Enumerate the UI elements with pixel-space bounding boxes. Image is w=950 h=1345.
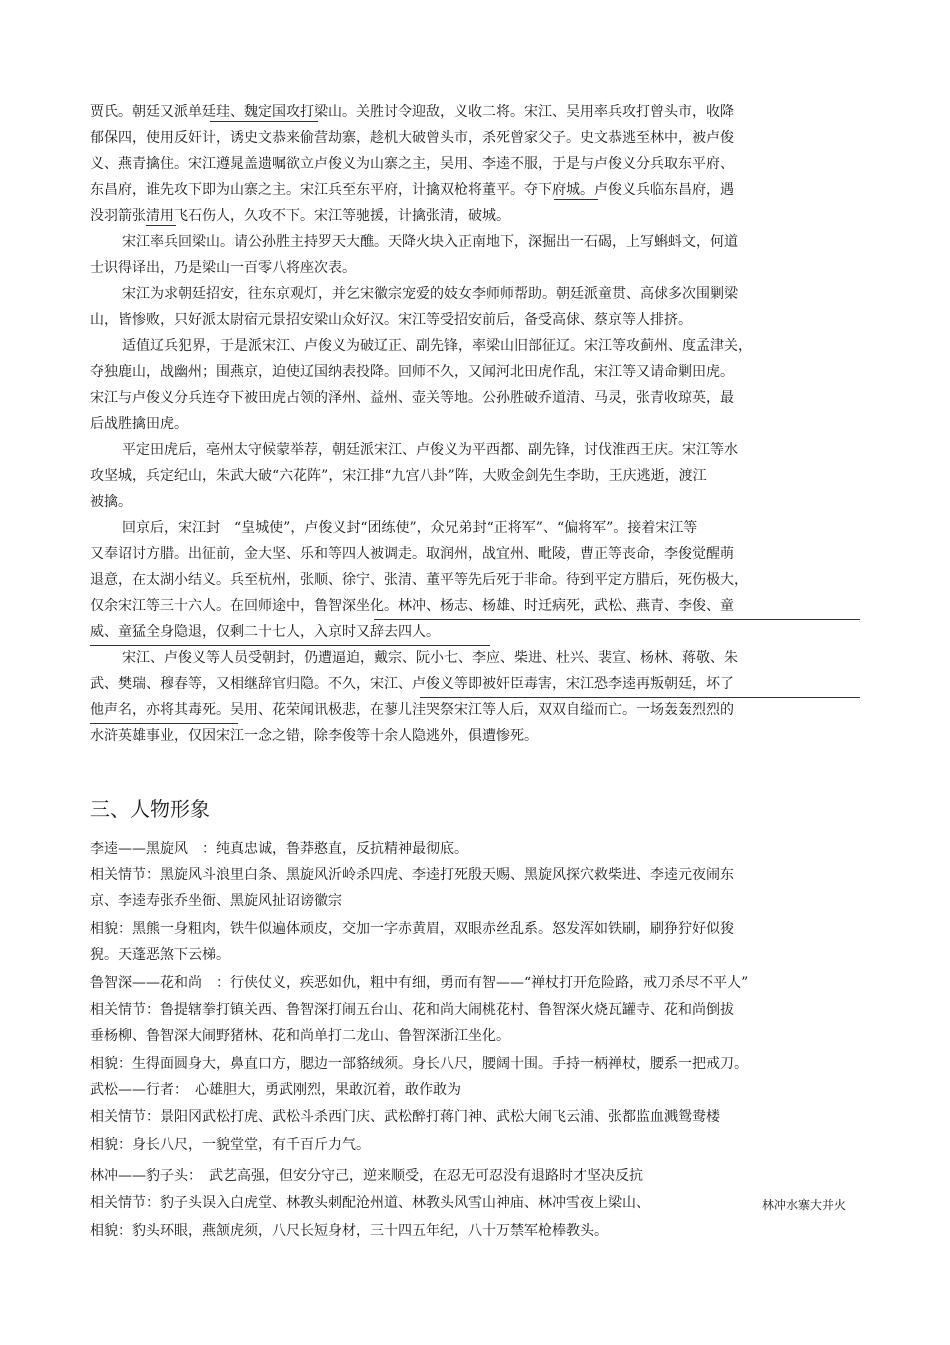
underline-mark [554, 199, 598, 200]
character-line: 相关情节：黑旋风斗浪里白条、黑旋风沂岭杀四虎、李逵打死殷天赐、黑旋风探穴救柴进、李逵元夜闹东 [90, 867, 734, 883]
character-line: 京、李逵寿张乔坐衙、黑旋风扯诏谤徽宗 [90, 893, 342, 909]
side-note: 林冲水寨大并火 [762, 1198, 847, 1212]
character-line: 相关情节：景阳冈武松打虎、武松斗杀西门庆、武松醉打蒋门神、武松大闹飞云浦、张都监血溅鸳鸯楼 [90, 1109, 720, 1125]
summary-line: 适值辽兵犯界，于是派宋江、卢俊义为破辽正、副先锋，率梁山旧部征辽。宋江等攻蓟州、度孟津关， [122, 338, 752, 354]
character-line: 相关情节：鲁提辖拳打镇关西、鲁智深打闹五台山、花和尚大闹桃花村、鲁智深火烧瓦罐寺、花和尚倒拔 [90, 1002, 734, 1018]
underline-mark [210, 121, 318, 122]
summary-line: 退意，在太湖小结义。兵至杭州，张顺、徐宁、张清、董平等先后死于非命。待到平定方腊后，死伤极大， [90, 572, 748, 588]
underline-mark [146, 225, 176, 226]
summary-line: 宋江率兵回梁山。请公孙胜主持罗天大醮。天降火块入正南地下，深掘出一石碣，上写蝌蚪文，何道 [122, 234, 738, 250]
summary-line: 武、樊瑞、穆春等，又相继辞官归隐。不久，宋江、卢俊义等即被奸臣毒害，宋江恐李逵再叛朝廷，坏了 [90, 676, 734, 692]
summary-line: 他声名，亦将其毒死。吴用、花荣闻讯极悲，在蓼儿洼哭祭宋江等人后，双双自缢而亡。一场轰轰烈烈的 [90, 702, 734, 718]
summary-line: 宋江为求朝廷招安，往东京观灯，并乞宋徽宗宠爱的妓女李师师帮助。朝廷派童贯、高俅多次围剿梁 [122, 286, 738, 302]
summary-line: 贾氏。朝廷又派单廷珪、魏定国攻打梁山。关胜讨令迎敌，义收二将。宋江、吴用率兵攻打曾头市，收降 [90, 104, 734, 120]
underline-mark [374, 619, 860, 620]
character-line: 相貌：生得面圆身大，鼻直口方，腮边一部貉绒须。身长八尺，腰阔十围。手持一柄禅杖，腰系一把戒刀。 [90, 1056, 748, 1072]
summary-line: 士识得译出，乃是梁山一百零八将座次表。 [90, 260, 356, 276]
character-line: 武松——行者： 心雄胆大，勇武刚烈，果敢沉着，敢作敢为 [90, 1082, 461, 1098]
underline-mark [90, 645, 490, 646]
character-line: 垂杨柳、鲁智深大闹野猪林、花和尚单打二龙山、鲁智深浙江坐化。 [90, 1028, 510, 1044]
summary-line: 宋江与卢俊义分兵连夺下被田虎占领的泽州、益州、壶关等地。公孙胜破乔道清、马灵，张青收琼英，最 [90, 390, 734, 406]
summary-line: 被擒。 [90, 494, 132, 510]
character-line: 鲁智深——花和尚 ：行侠仗义，疾恶如仇，粗中有细，勇而有智——“禅杖打开危险路，戒刀杀尽不平人” [90, 975, 749, 991]
character-line: 相貌：豹头环眼，燕颔虎须，八尺长短身材，三十四五年纪，八十万禁军枪棒教头。 [90, 1223, 608, 1239]
character-line: 相貌：黑熊一身粗肉，铁牛似遍体顽皮，交加一字赤黄眉，双眼赤丝乱系。怒发浑如铁刷，刷狰狞好似狻 [90, 921, 734, 937]
character-line: 相关情节：豹子头误入白虎堂、林教头刺配沧州道、林教头风雪山神庙、林冲雪夜上梁山、 [90, 1195, 650, 1211]
summary-line: 水浒英雄事业，仅因宋江一念之错，除李俊等十余人隐逃外，俱遭惨死。 [90, 728, 538, 744]
character-line: 猊。天蓬恶煞下云梯。 [90, 947, 230, 963]
summary-line: 山，皆惨败，只好派太尉宿元景招安梁山众好汉。宋江等受招安前后，备受高俅、蔡京等人排挤。 [90, 312, 692, 328]
summary-line: 没羽箭张清用飞石伤人，久攻不下。宋江等驰援，计擒张清，破城。 [90, 208, 510, 224]
summary-line: 义、燕青擒住。宋江遵晁盖遗嘱欲立卢俊义为山寨之主，吴用、李逵不服，于是与卢俊义分兵取东平府、 [90, 156, 734, 172]
summary-line: 攻坚城，兵定纪山，朱武大破“六花阵”，宋江排“九宫八卦”阵，大败金剑先生李助，王庆逃逝，渡江 [90, 468, 707, 484]
character-line: 李逵——黑旋风 ：纯真忠诚，鲁莽憨直，反抗精神最彻底。 [90, 841, 468, 857]
underline-mark [420, 697, 860, 698]
summary-line: 平定田虎后，亳州太守候蒙举荐，朝廷派宋江、卢俊义为平西都、副先锋，讨伐淮西王庆。宋江等水 [122, 442, 738, 458]
summary-line: 东昌府，谁先攻下即为山寨之主。宋江兵至东平府，计擒双枪将董平。夺下府城。卢俊义兵临东昌府，遇 [90, 182, 734, 198]
summary-line: 又奉诏讨方腊。出征前，金大坚、乐和等四人被调走。取润州，战宜州、毗陵，曹正等丧命，李俊觉醒萌 [90, 546, 734, 562]
summary-line: 后战胜擒田虎。 [90, 416, 188, 432]
character-line: 相貌：身长八尺，一貌堂堂，有千百斤力气。 [90, 1137, 370, 1153]
summary-line: 郁保四，使用反奸计，诱史文恭来偷营劫寨，趁机大破曾头市，杀死曾家父子。史文恭逃至林中，被卢俊 [90, 130, 734, 146]
summary-line: 回京后，宋江封 “皇城使”，卢俊义封“团练使”，众兄弟封“正将军”、“偏将军”。接着宋江等 [122, 520, 698, 536]
character-line: 林冲——豹子头： 武艺高强，但安分守己，逆来顺受，在忍无可忍没有退路时才坚决反抗 [90, 1168, 643, 1184]
underline-mark [90, 723, 238, 724]
summary-line: 威、童猛全身隐退，仅剩二十七人，入京时又辞去四人。 [90, 624, 440, 640]
summary-line: 宋江、卢俊义等人员受朝封，仍遭逼迫，戴宗、阮小七、李应、柴进、杜兴、裴宣、杨林、蒋敬、朱 [122, 650, 738, 666]
section-heading: 三、人物形象 [90, 797, 210, 821]
summary-line: 仅余宋江等三十六人。在回师途中，鲁智深坐化。林冲、杨志、杨雄、时迁病死，武松、燕青、李俊、童 [90, 598, 734, 614]
summary-line: 夺独鹿山，战幽州；围燕京，迫使辽国纳表投降。回师不久，又闻河北田虎作乱，宋江等又请命剿田虎。 [90, 364, 734, 380]
